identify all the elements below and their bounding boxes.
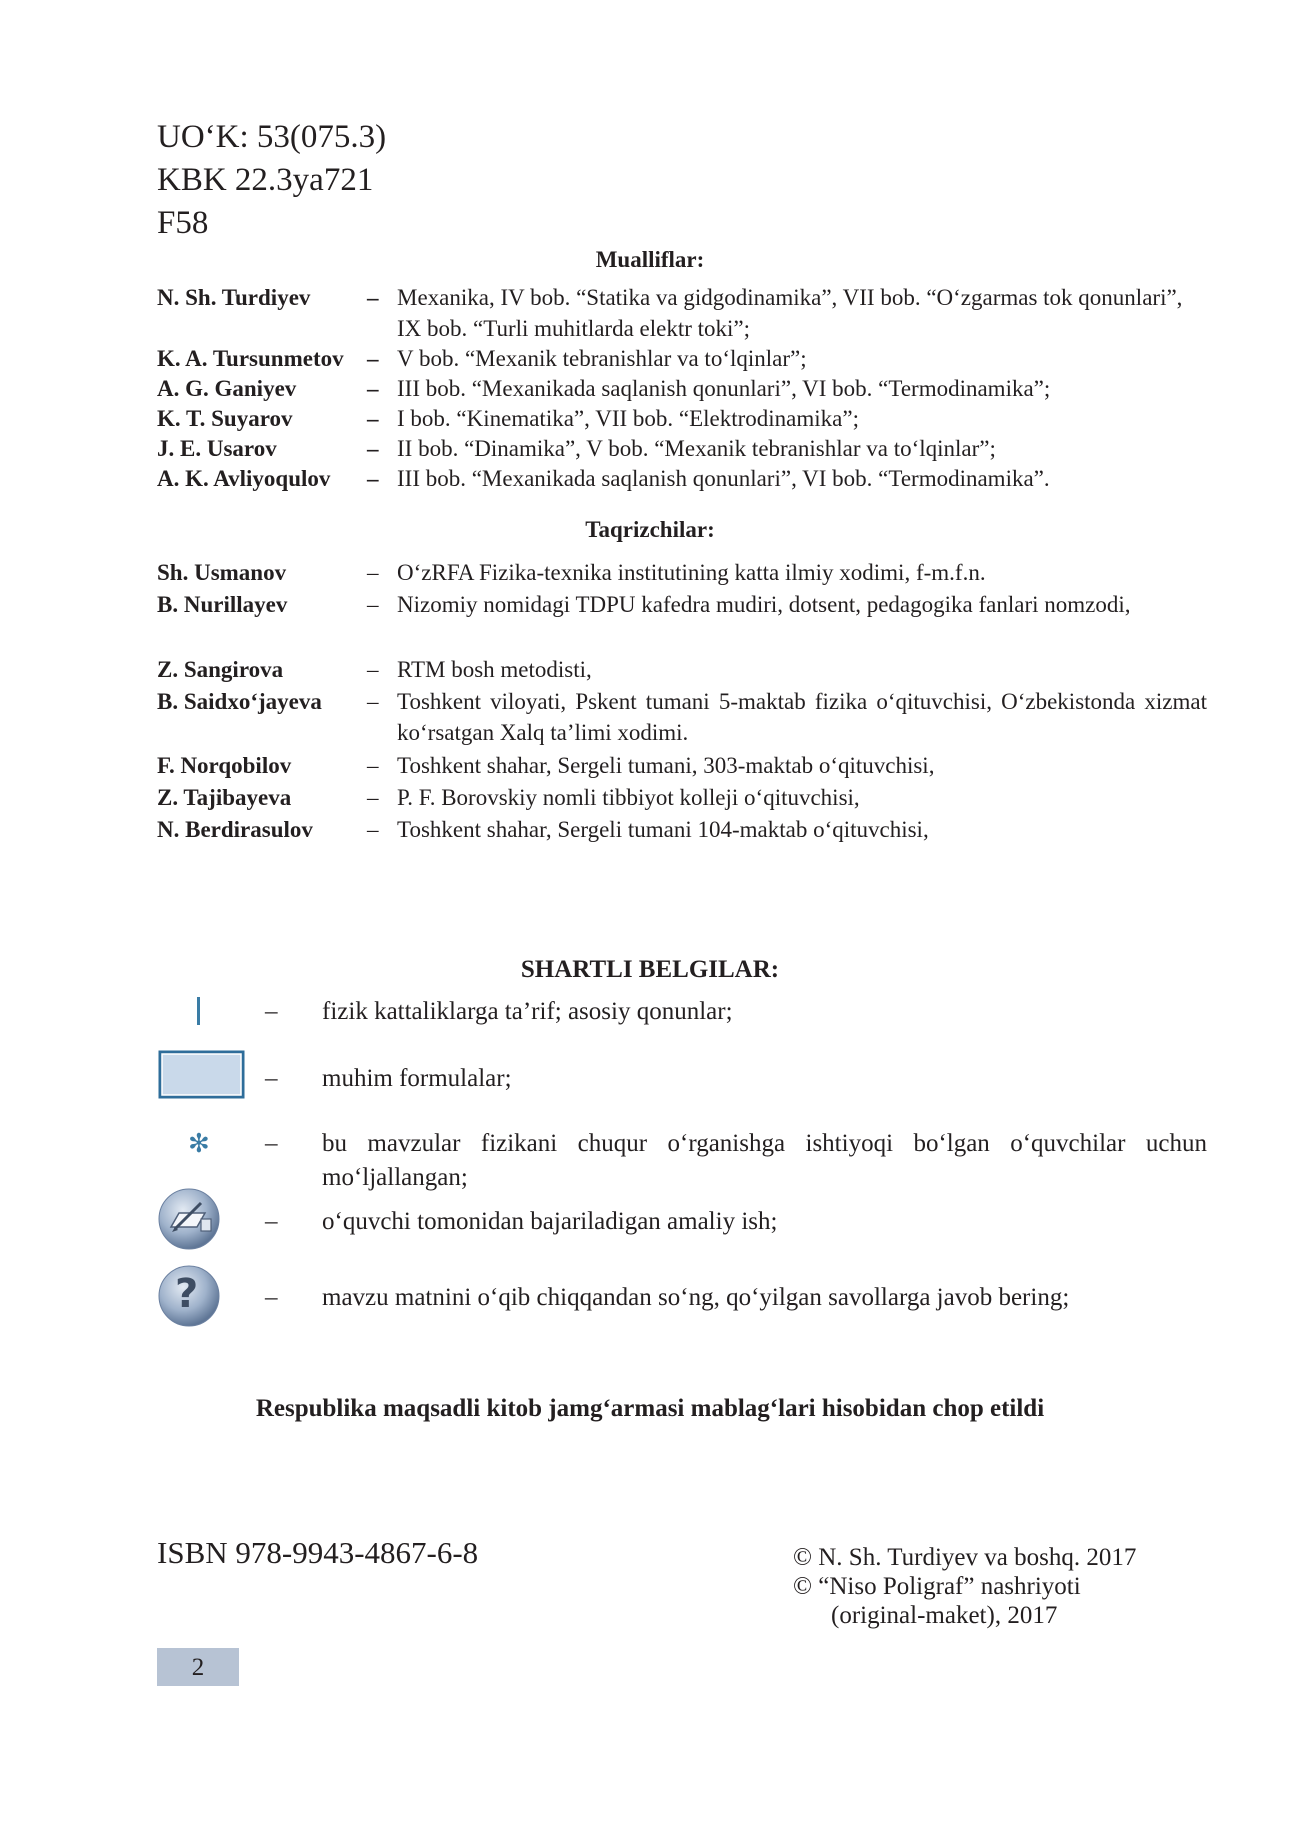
reviewer-position: Toshkent viloyati, Pskent tumani 5-maktab fizika o‘qituvchisi, O‘zbekistonda xizmat ko‘rsatgan Xalq ta’limi xodimi. bbox=[397, 689, 1207, 745]
dash: – bbox=[367, 657, 379, 682]
funding-note: Respublika maqsadli kitob jamg‘armasi mablag‘lari hisobidan chop etildi bbox=[255, 1395, 1045, 1422]
author-chapters: III bob. “Mexanikada saqlanish qonunlari”, VI bob. “Termodinamika”. bbox=[397, 466, 1050, 491]
author-chapters: III bob. “Mexanikada saqlanish qonunlari”, VI bob. “Termodinamika”; bbox=[397, 376, 1051, 401]
question-mark-icon: ? bbox=[157, 1264, 247, 1324]
f-code: F58 bbox=[157, 205, 209, 241]
reviewer-position: P. F. Borovskiy nomli tibbiyot kolleji o‘qituvchisi, bbox=[397, 785, 860, 810]
reviewer-position: O‘zRFA Fizika-texnika institutining katta ilmiy xodimi, f-m.f.n. bbox=[397, 560, 986, 585]
dash: – bbox=[265, 1208, 278, 1235]
dash: – bbox=[367, 436, 379, 461]
legend-text: bu mavzular fizikani chuqur o‘rganishga ishtiyoqi bo‘lgan o‘quvchilar uchun mo‘ljallangan; bbox=[322, 1130, 1207, 1191]
legend-text: o‘quvchi tomonidan bajariladigan amaliy ish; bbox=[322, 1208, 778, 1235]
dash: – bbox=[367, 592, 379, 617]
reviewer-position: Nizomiy nomidagi TDPU kafedra mudiri, dotsent, pedagogika fanlari nomzodi, bbox=[397, 592, 1131, 617]
legend-text: muhim formulalar; bbox=[322, 1065, 512, 1092]
reviewer-position: RTM bosh metodisti, bbox=[397, 657, 592, 682]
author-name: J. E. Usarov bbox=[157, 436, 277, 461]
reviewer-name: F. Norqobilov bbox=[157, 753, 292, 778]
dash: – bbox=[265, 1284, 278, 1311]
author-chapters: I bob. “Kinematika”, VII bob. “Elektrodinamika”; bbox=[397, 406, 859, 431]
dash: – bbox=[367, 817, 379, 842]
author-chapters: II bob. “Dinamika”, V bob. “Mexanik tebranishlar va to‘lqinlar”; bbox=[397, 436, 996, 461]
dash: – bbox=[265, 1130, 278, 1157]
dash: – bbox=[265, 998, 278, 1025]
reviewer-name: N. Berdirasulov bbox=[157, 817, 313, 842]
reviewers-title: Taqrizchilar: bbox=[585, 517, 715, 542]
author-name: K. T. Suyarov bbox=[157, 406, 293, 431]
author-name: K. A. Tursunmetov bbox=[157, 346, 344, 371]
reviewer-name: B. Nurillayev bbox=[157, 592, 288, 617]
formula-box-icon bbox=[157, 1049, 247, 1109]
pencil-paper-icon bbox=[157, 1187, 247, 1247]
copyright-block bbox=[793, 1543, 1136, 1630]
dash: – bbox=[367, 285, 379, 310]
author-chapters: Mexanika, IV bob. “Statika va gidgodinamika”, VII bob. “O‘zgarmas tok qonunlari”, IX bob. “Turli muhitlarda elektr toki”; bbox=[397, 285, 1183, 341]
reviewer-name: B. Saidxo‘jayeva bbox=[157, 689, 322, 714]
dash: – bbox=[367, 689, 379, 714]
legend-text: mavzu matnini o‘qib chiqqandan so‘ng, qo‘yilgan savollarga javob bering; bbox=[322, 1284, 1070, 1311]
page-number: 2 bbox=[157, 1648, 239, 1686]
dash: – bbox=[367, 376, 379, 401]
legend-text: fizik kattaliklarga ta’rif; asosiy qonunlar; bbox=[322, 998, 733, 1025]
copyright-line: © “Niso Poligraf” nashriyoti bbox=[793, 1573, 1081, 1600]
author-chapters: V bob. “Mexanik tebranishlar va to‘lqinlar”; bbox=[397, 346, 807, 371]
reviewer-name: Sh. Usmanov bbox=[157, 560, 287, 585]
legend-title: SHARTLI BELGILAR: bbox=[520, 956, 780, 983]
reviewer-position: Toshkent shahar, Sergeli tumani 104-maktab o‘qituvchisi, bbox=[397, 817, 929, 842]
dash: – bbox=[367, 560, 379, 585]
reviewer-name: Z. Sangirova bbox=[157, 657, 284, 682]
author-name: N. Sh. Turdiyev bbox=[157, 285, 311, 310]
dash: – bbox=[367, 346, 379, 371]
author-name: A. G. Ganiyev bbox=[157, 376, 297, 401]
isbn: ISBN 978-9943-4867-6-8 bbox=[157, 1535, 479, 1570]
dash: – bbox=[367, 785, 379, 810]
dash: – bbox=[367, 466, 379, 491]
copyright-line: © N. Sh. Turdiyev va boshq. 2017 bbox=[793, 1544, 1137, 1571]
kbk-code: KBK 22.3ya721 bbox=[157, 162, 374, 198]
vertical-bar-icon bbox=[157, 995, 247, 1055]
reviewer-name: Z. Tajibayeva bbox=[157, 785, 292, 810]
dash: – bbox=[367, 406, 379, 431]
uok-code: UO‘K: 53(075.3) bbox=[157, 119, 387, 155]
copyright-line: (original-maket), 2017 bbox=[831, 1602, 1058, 1629]
author-name: A. K. Avliyoqulov bbox=[157, 466, 331, 491]
dash: – bbox=[367, 753, 379, 778]
dash: – bbox=[265, 1065, 278, 1092]
asterisk-icon: ✻ bbox=[188, 1129, 210, 1159]
authors-title: Mualliflar: bbox=[595, 247, 705, 272]
reviewer-position: Toshkent shahar, Sergeli tumani, 303-maktab o‘qituvchisi, bbox=[397, 753, 935, 778]
